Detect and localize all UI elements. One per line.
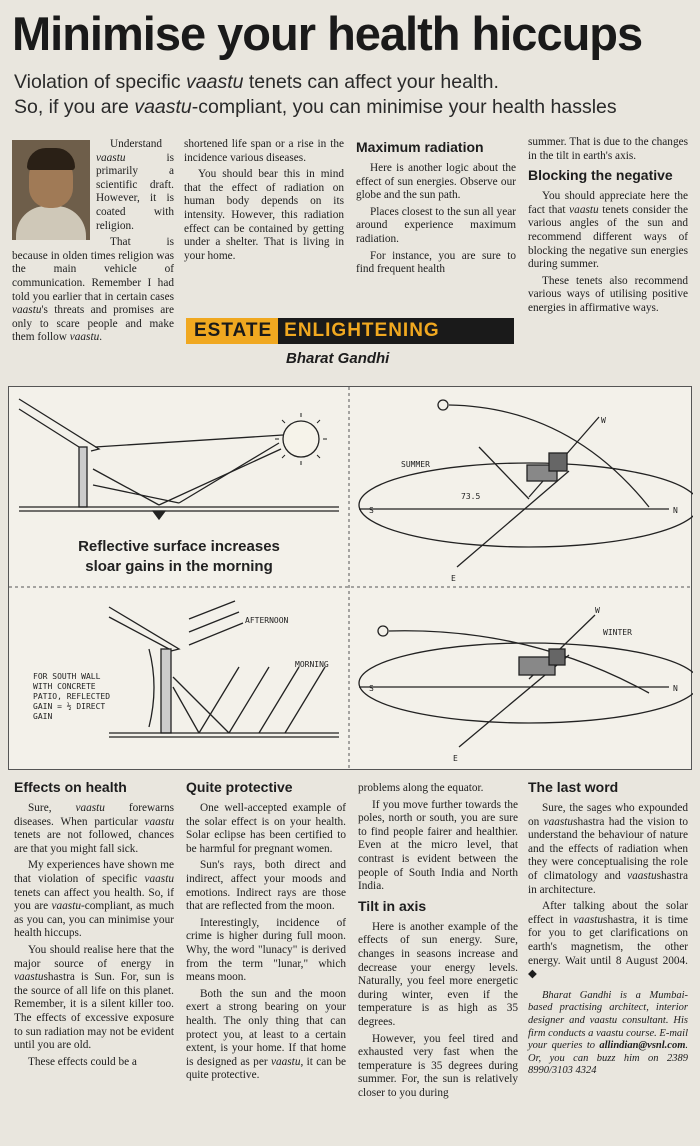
paragraph: summer. That is due to the changes in the tilt in earth's axis. (528, 136, 688, 162)
paragraph: You should realise here that the major source of energy in vaastushastra is Sun. For, sun is the source of all life on this planet. Remember, it is a silent killer too. The effects of excessive exposure to sun radiation may not be evident until you are old. (14, 943, 174, 1052)
paragraph: Interestingly, incidence of crime is higher during full moon. Why, the word "lunacy" is derived from the term "lunar," which means moon. (186, 916, 346, 984)
direction-w: W (601, 416, 606, 425)
diagram-panel (8, 386, 692, 770)
paragraph: You should appreciate here the fact that vaastu tenets consider the various angles of the sun and recommend different ways of blocking the negative sun energies during summer. (528, 190, 688, 271)
banner-right: ENLIGHTENING (278, 318, 514, 344)
banner-left: ESTATE (186, 318, 278, 344)
direction-n: N (673, 684, 678, 693)
note-line-3: PATIO, REFLECTED (33, 692, 111, 701)
caption-line-2: sloar gains in the morning (85, 558, 273, 575)
paragraph: Places closest to the sun all year around experience maximum radiation. (356, 205, 516, 245)
note-line-5: GAIN (33, 712, 53, 721)
paragraph: problems along the equator. (358, 782, 484, 794)
solar-diagrams (9, 387, 693, 771)
article-column-3 (356, 136, 516, 280)
paragraph: shortened life span or a rise in the incidence various diseases. (184, 138, 344, 164)
direction-e: E (451, 574, 456, 583)
paragraph: Here is another example of the effects of sun energy. Sure, changes in seasons increase and decrease your energy levels. Naturally, you feel more energetic during winter, even if the temperature is as high as 35 degrees. (358, 920, 518, 1028)
paragraph: You should bear this in mind that the effect of radiation on human body depends on its intensity. However, this radiation effect can be contained by getting under a shelter. That is living in your home. (184, 168, 344, 262)
article-column-5 (14, 776, 174, 1072)
section-heading: The last word (528, 779, 619, 795)
paragraph: After talking about the solar effect in vaastushastra, it is time for you to get clarifications on earth's magnetism, the other energy. Wait until 8 August 2004. ◆ (528, 900, 689, 981)
afternoon-label: AFTERNOON (245, 616, 289, 625)
panel-dividers (9, 387, 693, 771)
section-heading: Tilt in axis (358, 897, 427, 914)
paragraph: These tenets also recommend various ways of utilising positive energies in affirmative ways. (528, 274, 688, 314)
note-line-4: GAIN = ½ DIRECT (33, 702, 106, 711)
paragraph: Here is another logic about the effect of sun energies. Observe our globe and the sun path. (356, 162, 516, 202)
paragraph: That is because in olden times religion was the main vehicle of communication. Remember I had told you earlier that in certain cases vaastu's threats and promises are only to scare people and make them follow vaastu. (12, 236, 174, 344)
afternoon-morning-diagram (109, 601, 339, 737)
direction-w: W (595, 606, 600, 615)
article-column-6 (186, 776, 346, 1086)
winter-label: WINTER (603, 628, 632, 637)
subhead: Violation of specific vaastu tenets can affect your health. So, if you are vaastu-compliant, you can minimise your health hassles (14, 71, 617, 118)
article-column-8 (528, 776, 688, 1081)
article-column-7 (358, 782, 518, 1103)
paragraph: Understand vaastu is primarily a scientific draft. However, it is coated with religion. (96, 138, 174, 232)
note-line-2: WITH CONCRETE (33, 682, 96, 691)
author-email: allindian@vsnl.com (599, 1040, 686, 1052)
paragraph: Sure, the sages who expounded on vaastushastra had the vision to understand the behaviour of nature and the effects of radiation when they were conceptualising the role of climatology and vaastushastra in architecture. (528, 802, 688, 896)
morning-label: MORNING (295, 660, 329, 669)
section-heading: Blocking the negative (528, 167, 673, 184)
paragraph: If you move further towards the poles, north or south, you are sure to find people fairer and healthier. Even at the micro level, that contrast is evident between the people of South India and North India. (358, 798, 518, 893)
direction-e: E (453, 754, 458, 763)
byline: Bharat Gandhi (286, 350, 390, 367)
author-photo (12, 140, 90, 240)
section-heading: Maximum radiation (356, 139, 484, 155)
direction-s: S (369, 506, 374, 515)
paragraph: Sure, vaastu forewarns diseases. When particular vaastu tenets are not followed, chances are that you might fall sick. (14, 802, 174, 855)
section-heading: Quite protective (186, 779, 293, 795)
note-line-1: FOR SOUTH WALL (33, 672, 101, 681)
article-column-2 (184, 138, 344, 266)
reflective-surface-diagram (19, 399, 339, 519)
winter-sun-path-diagram (359, 615, 693, 747)
end-mark-icon: ◆ (528, 968, 537, 981)
paragraph: My experiences have shown me that violation of specific vaastu tenets can affect you health. So, if you are vaastu-compliant, as much as you can, you can minimise your health hiccups. (14, 859, 174, 940)
summer-label: SUMMER (401, 460, 430, 469)
paragraph: For instance, you are sure to find frequent health (356, 249, 516, 276)
direction-n: N (673, 506, 678, 515)
article-column-1 (12, 138, 174, 348)
paragraph: Sun's rays, both direct and indirect, affect your moods and emotions. Indirect rays are those that are reflected from the moon. (186, 859, 346, 913)
author-bio: Bharat Gandhi is a Mumbai-based practising architect, interior designer and vaastu consultant. His firm conducts a vaastu course. E-mail your queries to allindian@vsnl.com. Or, you can buzz him on 2389 8990/3103 4324 (528, 989, 688, 1077)
paragraph: Both the sun and the moon exert a strong bearing on your health. The only thing that can protect you, at least to a certain extent, is your home. If that home is designed as per vaastu, it can be quite protective. (186, 987, 346, 1082)
summer-angle-label: 73.5 (461, 492, 481, 501)
caption-line-1: Reflective surface increases (78, 538, 280, 555)
paragraph: These effects could be a (28, 1055, 137, 1068)
direction-s: S (369, 684, 374, 693)
section-heading: Effects on health (14, 779, 127, 795)
summer-sun-path-diagram (359, 400, 693, 567)
paragraph: One well-accepted example of the solar effect is on your health. Solar eclipse has been certified to be harmful for pregnant women. (186, 802, 346, 855)
article-column-4 (528, 136, 688, 319)
headline: Minimise your health hiccups (12, 7, 643, 60)
column-banner (186, 318, 514, 344)
paragraph: However, you feel tired and exhausted very fast when the temperature is 35 degrees during summer. For, the sun is relatively closer to you during (358, 1032, 518, 1099)
